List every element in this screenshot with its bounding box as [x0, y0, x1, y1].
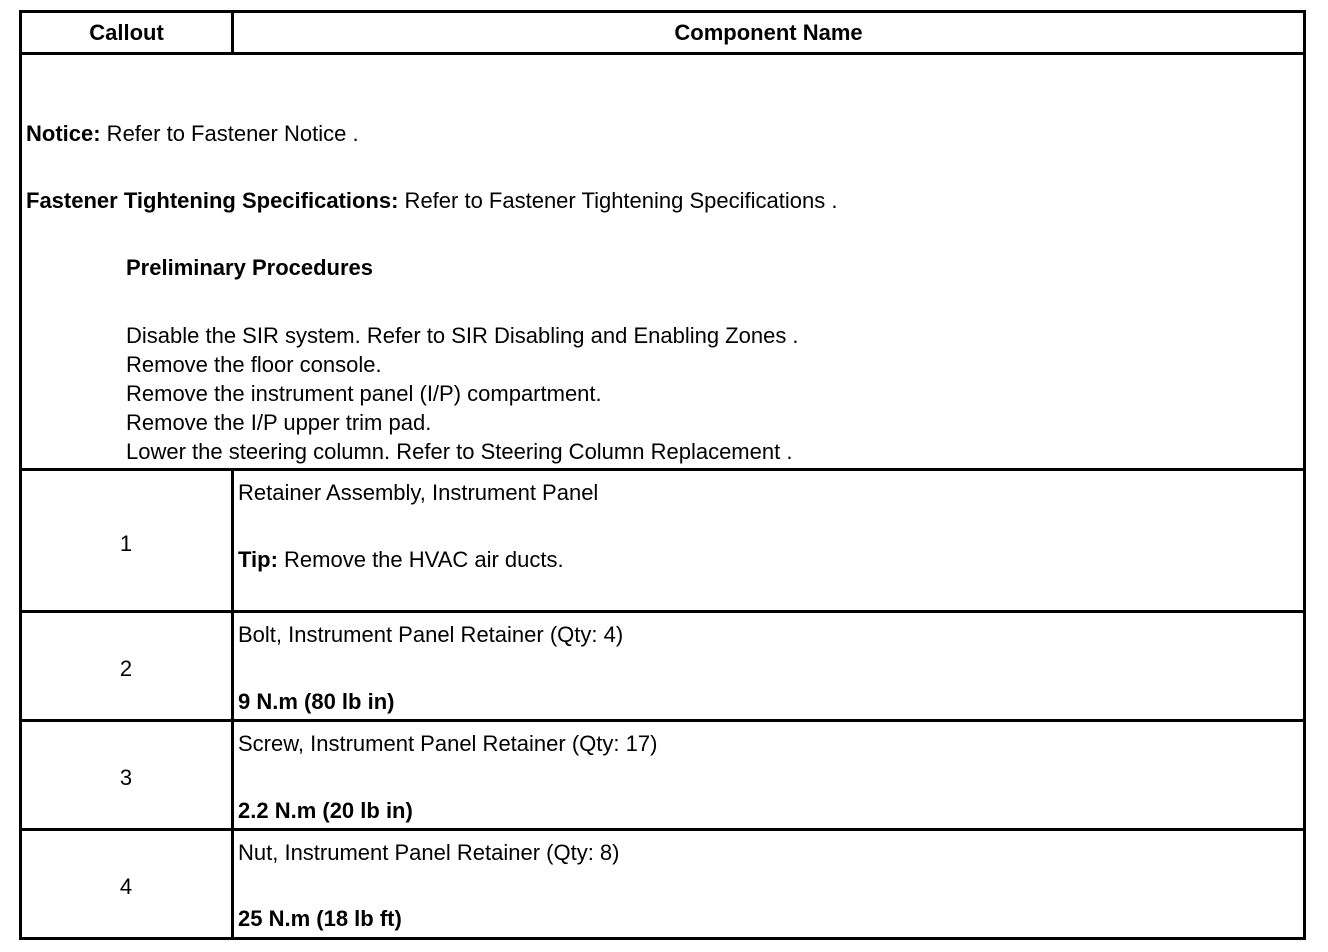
- fastener-spec-text: Refer to Fastener Tightening Specifications .: [398, 188, 838, 213]
- component-name: Nut, Instrument Panel Retainer (Qty: 8): [238, 840, 620, 865]
- header-callout: Callout: [89, 20, 164, 45]
- notice-line: [26, 121, 359, 147]
- torque-spec: 25 N.m (18 lb ft): [238, 906, 402, 931]
- step-5: Lower the steering column. Refer to Steering Column Replacement .: [126, 439, 793, 464]
- component-name: Bolt, Instrument Panel Retainer (Qty: 4): [238, 622, 624, 647]
- step-4: Remove the I/P upper trim pad.: [126, 410, 432, 435]
- tip-text: Remove the HVAC air ducts.: [277, 547, 564, 572]
- notice-text: Refer to Fastener Notice .: [100, 121, 359, 146]
- callout-number: 1: [119, 531, 133, 556]
- callout-number: 4: [119, 874, 133, 899]
- row-rule: [22, 610, 1303, 613]
- notice-label: Notice:: [26, 121, 101, 146]
- column-divider: [231, 468, 234, 937]
- step-3: Remove the instrument panel (I/P) compartment.: [126, 381, 602, 406]
- header-rule: [22, 52, 1303, 55]
- torque-spec: 9 N.m (80 lb in): [238, 689, 395, 714]
- row-rule: [22, 828, 1303, 831]
- tip-label: Tip:: [238, 547, 278, 572]
- intro-rule: [22, 468, 1303, 471]
- row-rule: [22, 719, 1303, 722]
- step-2: Remove the floor console.: [126, 352, 382, 377]
- tip-line: [238, 547, 564, 573]
- callout-number: 2: [119, 656, 133, 681]
- callout-number: 3: [119, 765, 133, 790]
- component-name: Screw, Instrument Panel Retainer (Qty: 17): [238, 731, 658, 756]
- component-name: Retainer Assembly, Instrument Panel: [238, 480, 599, 505]
- preliminary-title: Preliminary Procedures: [126, 255, 374, 280]
- header-component-name: Component Name: [674, 20, 863, 45]
- fastener-spec-line: [26, 188, 837, 214]
- header-divider: [231, 13, 234, 53]
- fastener-spec-label: Fastener Tightening Specifications:: [26, 188, 399, 213]
- component-table: [19, 10, 1306, 940]
- torque-spec: 2.2 N.m (20 lb in): [238, 798, 413, 823]
- step-1: Disable the SIR system. Refer to SIR Disabling and Enabling Zones .: [126, 323, 799, 348]
